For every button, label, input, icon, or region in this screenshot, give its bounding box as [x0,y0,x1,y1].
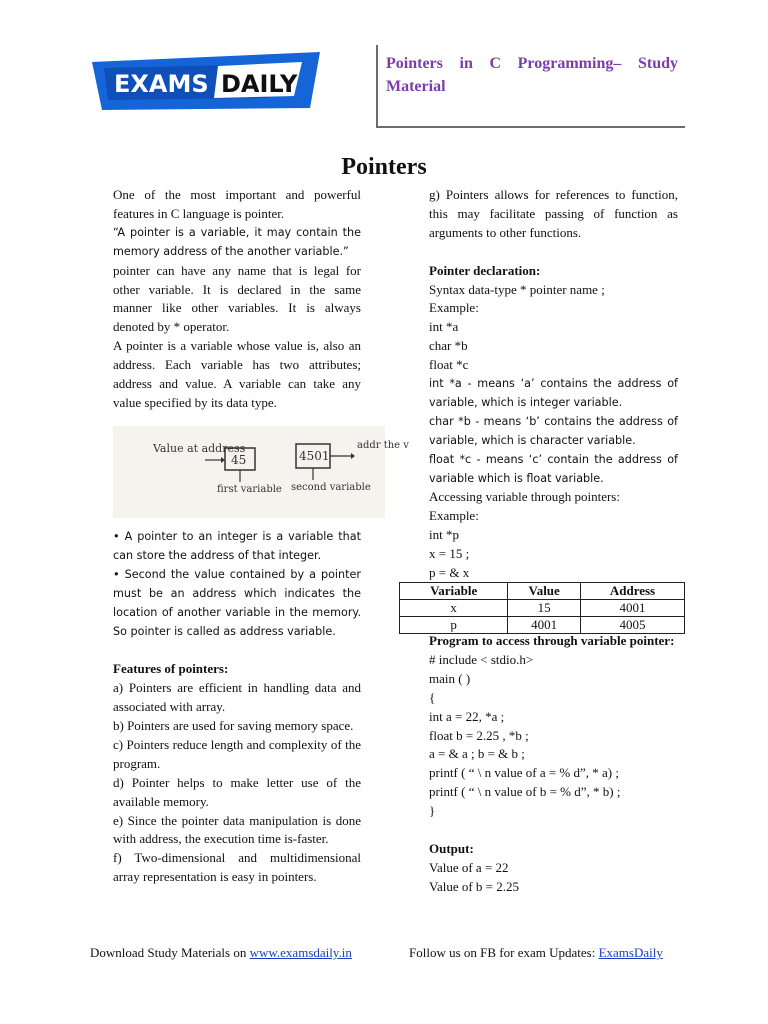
table-cell: x [400,600,508,617]
meaning-int: int *a - means ‘a’ contains the address of variable, which is integer variable. [429,377,678,409]
address-paragraph: A pointer is a variable whose value is, also an address. Each variable has two attributes; address and value. A variable can take any value specified by its data type. [113,338,361,410]
code-line: { [429,689,436,705]
pointer-figure [113,426,409,518]
feature-item: a) Pointers are efficient in handling data and associated with array. [113,680,361,715]
access-line: x = 15 ; [429,546,470,562]
code-line: printf ( “ \ n value of b = % d”, * b) ; [429,784,621,800]
left-column [113,186,361,413]
right-column [429,186,678,583]
features-heading: Features of pointers: [113,661,229,677]
logo-word-exams: EXAMS [114,70,209,98]
intro-paragraph: One of the most important and powerful features in C language is pointer. [113,187,361,221]
footer-right [409,945,663,961]
access-line: int *p [429,527,459,543]
output-heading: Output: [429,840,474,856]
output-line: Value of b = 2.25 [429,878,520,894]
table-cell: 4001 [580,600,684,617]
logo-word-daily: DAILY [221,70,298,98]
table-cell: 15 [508,600,581,617]
declaration-heading: Pointer declaration: [429,262,541,278]
code-line: # include < stdio.h> [429,651,534,667]
program-heading: Program to access through variable pointer: [429,633,675,648]
declaration-line: char *b [429,338,468,354]
code-line: float b = 2.25 , *b ; [429,727,529,743]
table-header-row [400,583,685,600]
feature-item: e) Since the pointer data manipulation is done with address, the execution time is-faster. [113,812,361,847]
table-header: Address [580,583,684,600]
header-title: Pointers in C Programming– Study Material [386,55,678,95]
footer-follow-text: Follow us on FB for exam Updates: [409,945,599,960]
code-line: main ( ) [429,670,471,686]
header-divider-horizontal [377,126,685,128]
bullet-address-variable: • Second the value contained by a pointer must be an address which indicates the location of another variable in the memory. So pointer is called as address variable. [113,567,361,638]
declaration-line: Syntax data-type * pointer name ; [429,281,605,297]
bullet-integer-pointer: • A pointer to an integer is a variable that can store the address of that integer. [113,530,361,562]
table-row [400,617,685,634]
table-header: Value [508,583,581,600]
access-line: p = & x [429,565,470,581]
pointer-table-wrap [399,582,685,634]
code-line: printf ( “ \ n value of a = % d”, * a) ; [429,765,619,781]
meaning-char: char *b - means ‘b’ contains the address of variable, which is character variable. [429,414,678,447]
code-line: int a = 22, *a ; [429,708,505,724]
pointer-table [399,582,685,634]
declaration-line: int *a [429,319,459,335]
access-line: Example: [429,508,479,524]
figure-label-value: Value at address [153,442,246,455]
code-line: } [429,803,436,819]
table-cell: 4001 [508,617,581,634]
left-column-lower [113,528,361,887]
footer-left [90,945,352,961]
figure-box-second-value: 4501 [299,449,330,463]
feature-item: f) Two-dimensional and multidimensional array representation is easy in pointers. [113,850,361,885]
declaration-line: Example: [429,300,479,316]
figure-box-first-value: 45 [231,453,247,467]
figure-label-address: addr the v [357,440,409,451]
feature-item: d) Pointer helps to make letter use of the available memory. [113,774,361,809]
footer-site-link[interactable]: www.examsdaily.in [249,945,352,960]
table-header: Variable [400,583,508,600]
naming-paragraph: pointer can have any name that is legal for other variable. It is declared in the same manner like other variables. It is always denoted by * operator. [113,262,361,335]
declaration-line: float *c [429,357,469,373]
meaning-float: float *c - means ‘c’ contain the address of variable which is float variable. [429,452,678,485]
table-row [400,600,685,617]
feature-item: c) Pointers reduce length and complexity of the program. [113,736,361,771]
right-column-lower [429,632,678,897]
figure-caption-first: first variable [217,484,282,495]
page-title: Pointers [341,154,427,180]
table-cell: 4005 [580,617,684,634]
exams-daily-logo [92,52,324,110]
pointer-definition-quote: “A pointer is a variable, it may contain the memory address of the another variable.” [113,225,361,258]
feature-item: b) Pointers are used for saving memory space. [113,718,354,734]
footer-download-text: Download Study Materials on [90,945,250,960]
code-line: a = & a ; b = & b ; [429,746,525,762]
access-line: Accessing variable through pointers: [429,489,620,505]
figure-caption-second: second variable [291,482,371,493]
header-divider-vertical [376,45,378,128]
feature-item-g: g) Pointers allows for references to function, this may facilitate passing of function as arguments to other functions. [429,187,678,240]
table-cell: p [400,617,508,634]
output-line: Value of a = 22 [429,859,509,875]
footer-fb-link[interactable]: ExamsDaily [598,945,663,960]
